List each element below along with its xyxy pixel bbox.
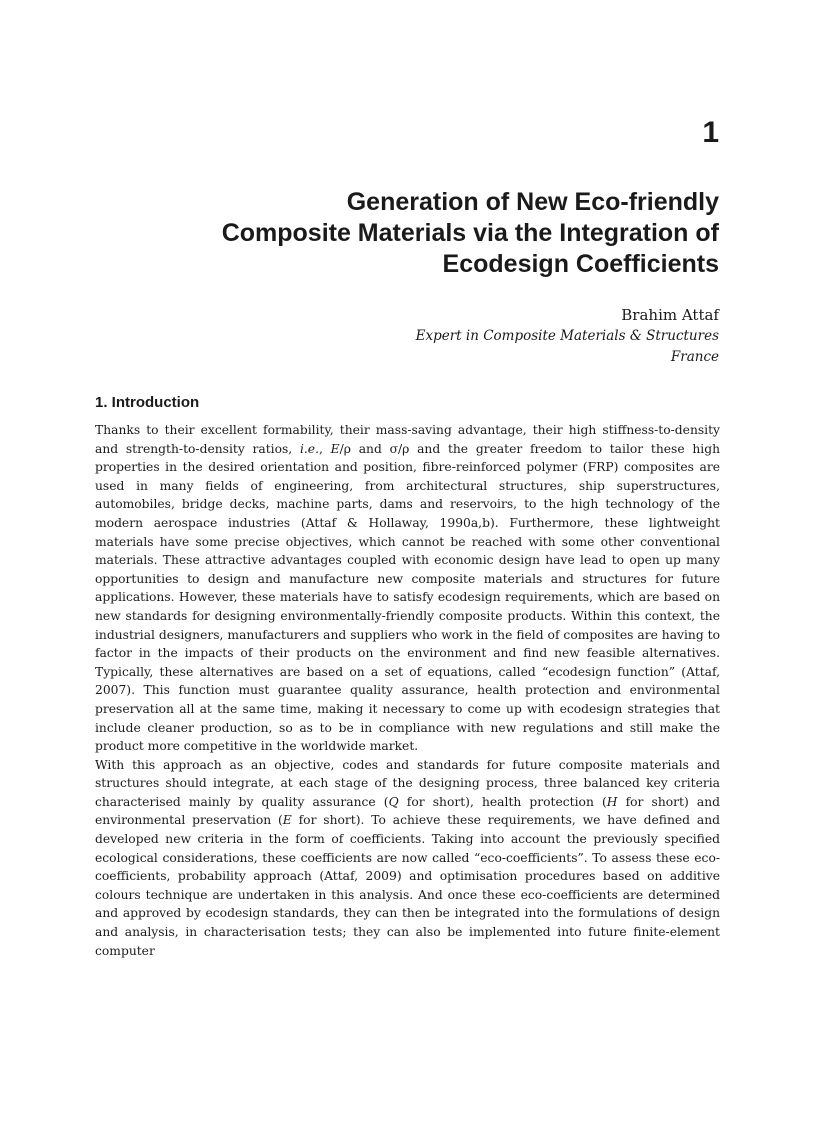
chapter-title (79, 187, 719, 280)
author-affiliation: Expert in Composite Materials & Structures (415, 328, 719, 344)
chapter-title-line: Composite Materials via the Integration of (221, 219, 719, 247)
abbreviation-ie: i.e. (299, 441, 319, 456)
text-run: Thanks to their excellent formability, their mass-saving advantage, their high stiffness-to-density and strength-to-density ratios, (95, 423, 720, 456)
symbol-e: E (282, 813, 292, 828)
author-name: Brahim Attaf (621, 306, 719, 324)
symbol-q: Q (388, 794, 399, 809)
section-heading: 1. Introduction (95, 394, 200, 411)
symbol-e: E (330, 441, 340, 456)
paragraph (95, 421, 720, 756)
chapter-title-line: Generation of New Eco-friendly (346, 188, 719, 216)
text-run: /ρ and σ/ρ and the greater freedom to tailor these high properties in the desired orientation and position, fibre-reinforced polymer (FRP) composites are used in many fields of engineering, from architectural structures, ship superstructures, automobiles, bridge decks, machine parts, dams and reservoirs, to the high technology of the modern aerospace industries (Attaf & Hollaway, 1990a,b). Furthermore, these lightweight materials have some precise objectives, which cannot be reached with some other conventional materials. These attractive advantages coupled with economic design have lead to open up many opportunities to design and manufacture new composite materials and structures for future applications. However, these materials have to satisfy ecodesign requirements, which are based on new standards for designing environmentally-friendly composite products. Within this context, the industrial designers, manufacturers and suppliers who work in the field of composites are having to factor in the impacts of their products on the environment and find new feasible alternatives. Typically, these alternatives are based on a set of equations, called “ecodesign function” (Attaf, 2007). This function must guarantee quality assurance, health protection and environmental preservation all at the same time, making it necessary to come up with ecodesign strategies that include cleaner production, so as to be in compliance with new regulations and still make the product more competitive in the worldwide market. (95, 441, 720, 754)
author-block (219, 304, 719, 368)
chapter-title-line: Ecodesign Coefficients (442, 250, 719, 278)
chapter-number: 1 (702, 116, 719, 149)
text-run: , (318, 441, 331, 456)
author-country: France (670, 349, 719, 365)
text-run: for short), health protection ( (398, 794, 607, 809)
paragraph (95, 756, 720, 961)
text-run: for short) and environmental preservation ( (95, 794, 720, 828)
symbol-h: H (606, 794, 618, 809)
text-run: for short). To achieve these requirements, we have defined and developed new criteria in the form of coefficients. Taking into account the previously specified ecological considerations, these coefficients are now called “eco-coefficients”. To assess these eco-coefficients, probability approach (Attaf, 2009) and optimisation procedures based on additive colours technique are undertaken in this analysis. And once these eco-coefficients are determined and approved by ecodesign standards, they can then be integrated into the formulations of design and analysis, in characterisation tests; they can also be implemented into future finite-element computer (95, 813, 720, 958)
body-text (95, 421, 720, 960)
text-run: With this approach as an objective, codes and standards for future composite materials and structures should integrate, at each stage of the designing process, three balanced key criteria characterised mainly by quality assurance ( (95, 757, 720, 809)
